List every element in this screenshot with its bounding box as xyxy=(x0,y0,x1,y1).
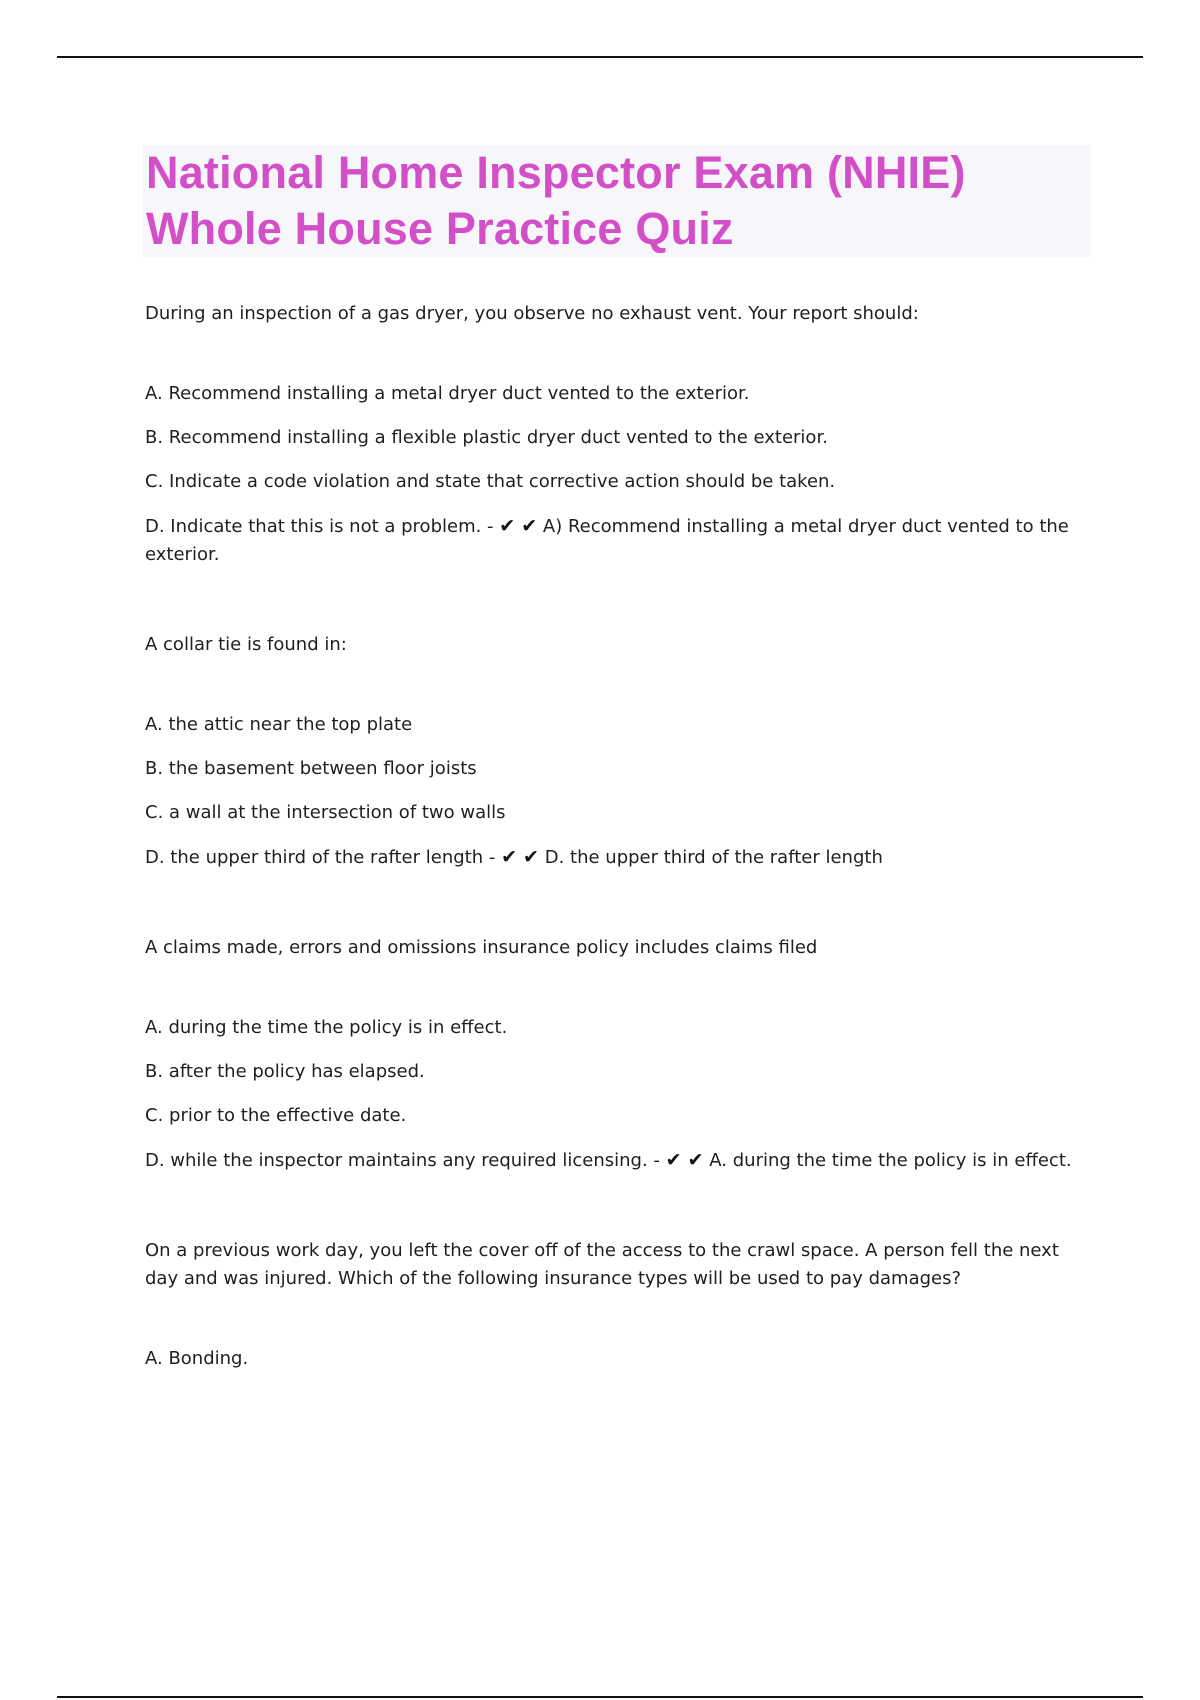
option-list xyxy=(145,1345,1095,1373)
answer-text: A. during the time the policy is in effect. xyxy=(709,1150,1072,1171)
question-text: During an inspection of a gas dryer, you observe no exhaust vent. Your report should: xyxy=(145,303,919,324)
answer-text: D. the upper third of the rafter length xyxy=(544,847,883,868)
answer-text: A) Recommend installing a metal dryer duct vented to the exterior. xyxy=(145,516,1069,565)
page-title xyxy=(143,145,1091,257)
option-d-with-answer xyxy=(145,843,1095,872)
title-line-1: National Home Inspector Exam (NHIE) xyxy=(146,147,966,198)
option-b: B. the basement between floor joists xyxy=(145,758,477,779)
header-rule xyxy=(57,56,1143,58)
question-block-1 xyxy=(145,300,1095,569)
option-d: D. the upper third of the rafter length - xyxy=(145,847,496,868)
option-d-with-answer xyxy=(145,512,1095,569)
question-block-3 xyxy=(145,934,1095,1175)
option-d-with-answer xyxy=(145,1146,1095,1175)
question-text: A claims made, errors and omissions insurance policy includes claims filed xyxy=(145,937,818,958)
option-c: C. a wall at the intersection of two walls xyxy=(145,802,506,823)
option-c: C. prior to the effective date. xyxy=(145,1105,407,1126)
option-list xyxy=(145,1014,1095,1175)
option-list xyxy=(145,380,1095,569)
option-a: A. Bonding. xyxy=(145,1348,249,1369)
check-mark-icon: ✔ ✔ xyxy=(499,515,538,537)
check-mark-icon: ✔ ✔ xyxy=(501,846,539,868)
option-c: C. Indicate a code violation and state that corrective action should be taken. xyxy=(145,471,836,492)
option-a: A. Recommend installing a metal dryer duct vented to the exterior. xyxy=(145,383,750,404)
option-list xyxy=(145,711,1095,872)
check-mark-icon: ✔ ✔ xyxy=(665,1149,704,1171)
question-text: A collar tie is found in: xyxy=(145,634,347,655)
question-text: On a previous work day, you left the cover off of the access to the crawl space. A person fell the next day and was injured. Which of the following insurance types will be used to pay damages? xyxy=(145,1240,1059,1289)
footer-rule xyxy=(57,1696,1143,1698)
question-block-4 xyxy=(145,1237,1095,1373)
option-b: B. after the policy has elapsed. xyxy=(145,1061,425,1082)
title-banner xyxy=(143,145,1091,257)
option-b: B. Recommend installing a flexible plastic dryer duct vented to the exterior. xyxy=(145,427,828,448)
option-a: A. the attic near the top plate xyxy=(145,714,413,735)
quiz-content xyxy=(145,300,1095,1435)
option-d: D. while the inspector maintains any required licensing. - xyxy=(145,1150,660,1171)
title-line-2: Whole House Practice Quiz xyxy=(146,203,734,254)
option-a: A. during the time the policy is in effect. xyxy=(145,1017,508,1038)
question-block-2 xyxy=(145,631,1095,872)
option-d: D. Indicate that this is not a problem. - xyxy=(145,516,494,537)
